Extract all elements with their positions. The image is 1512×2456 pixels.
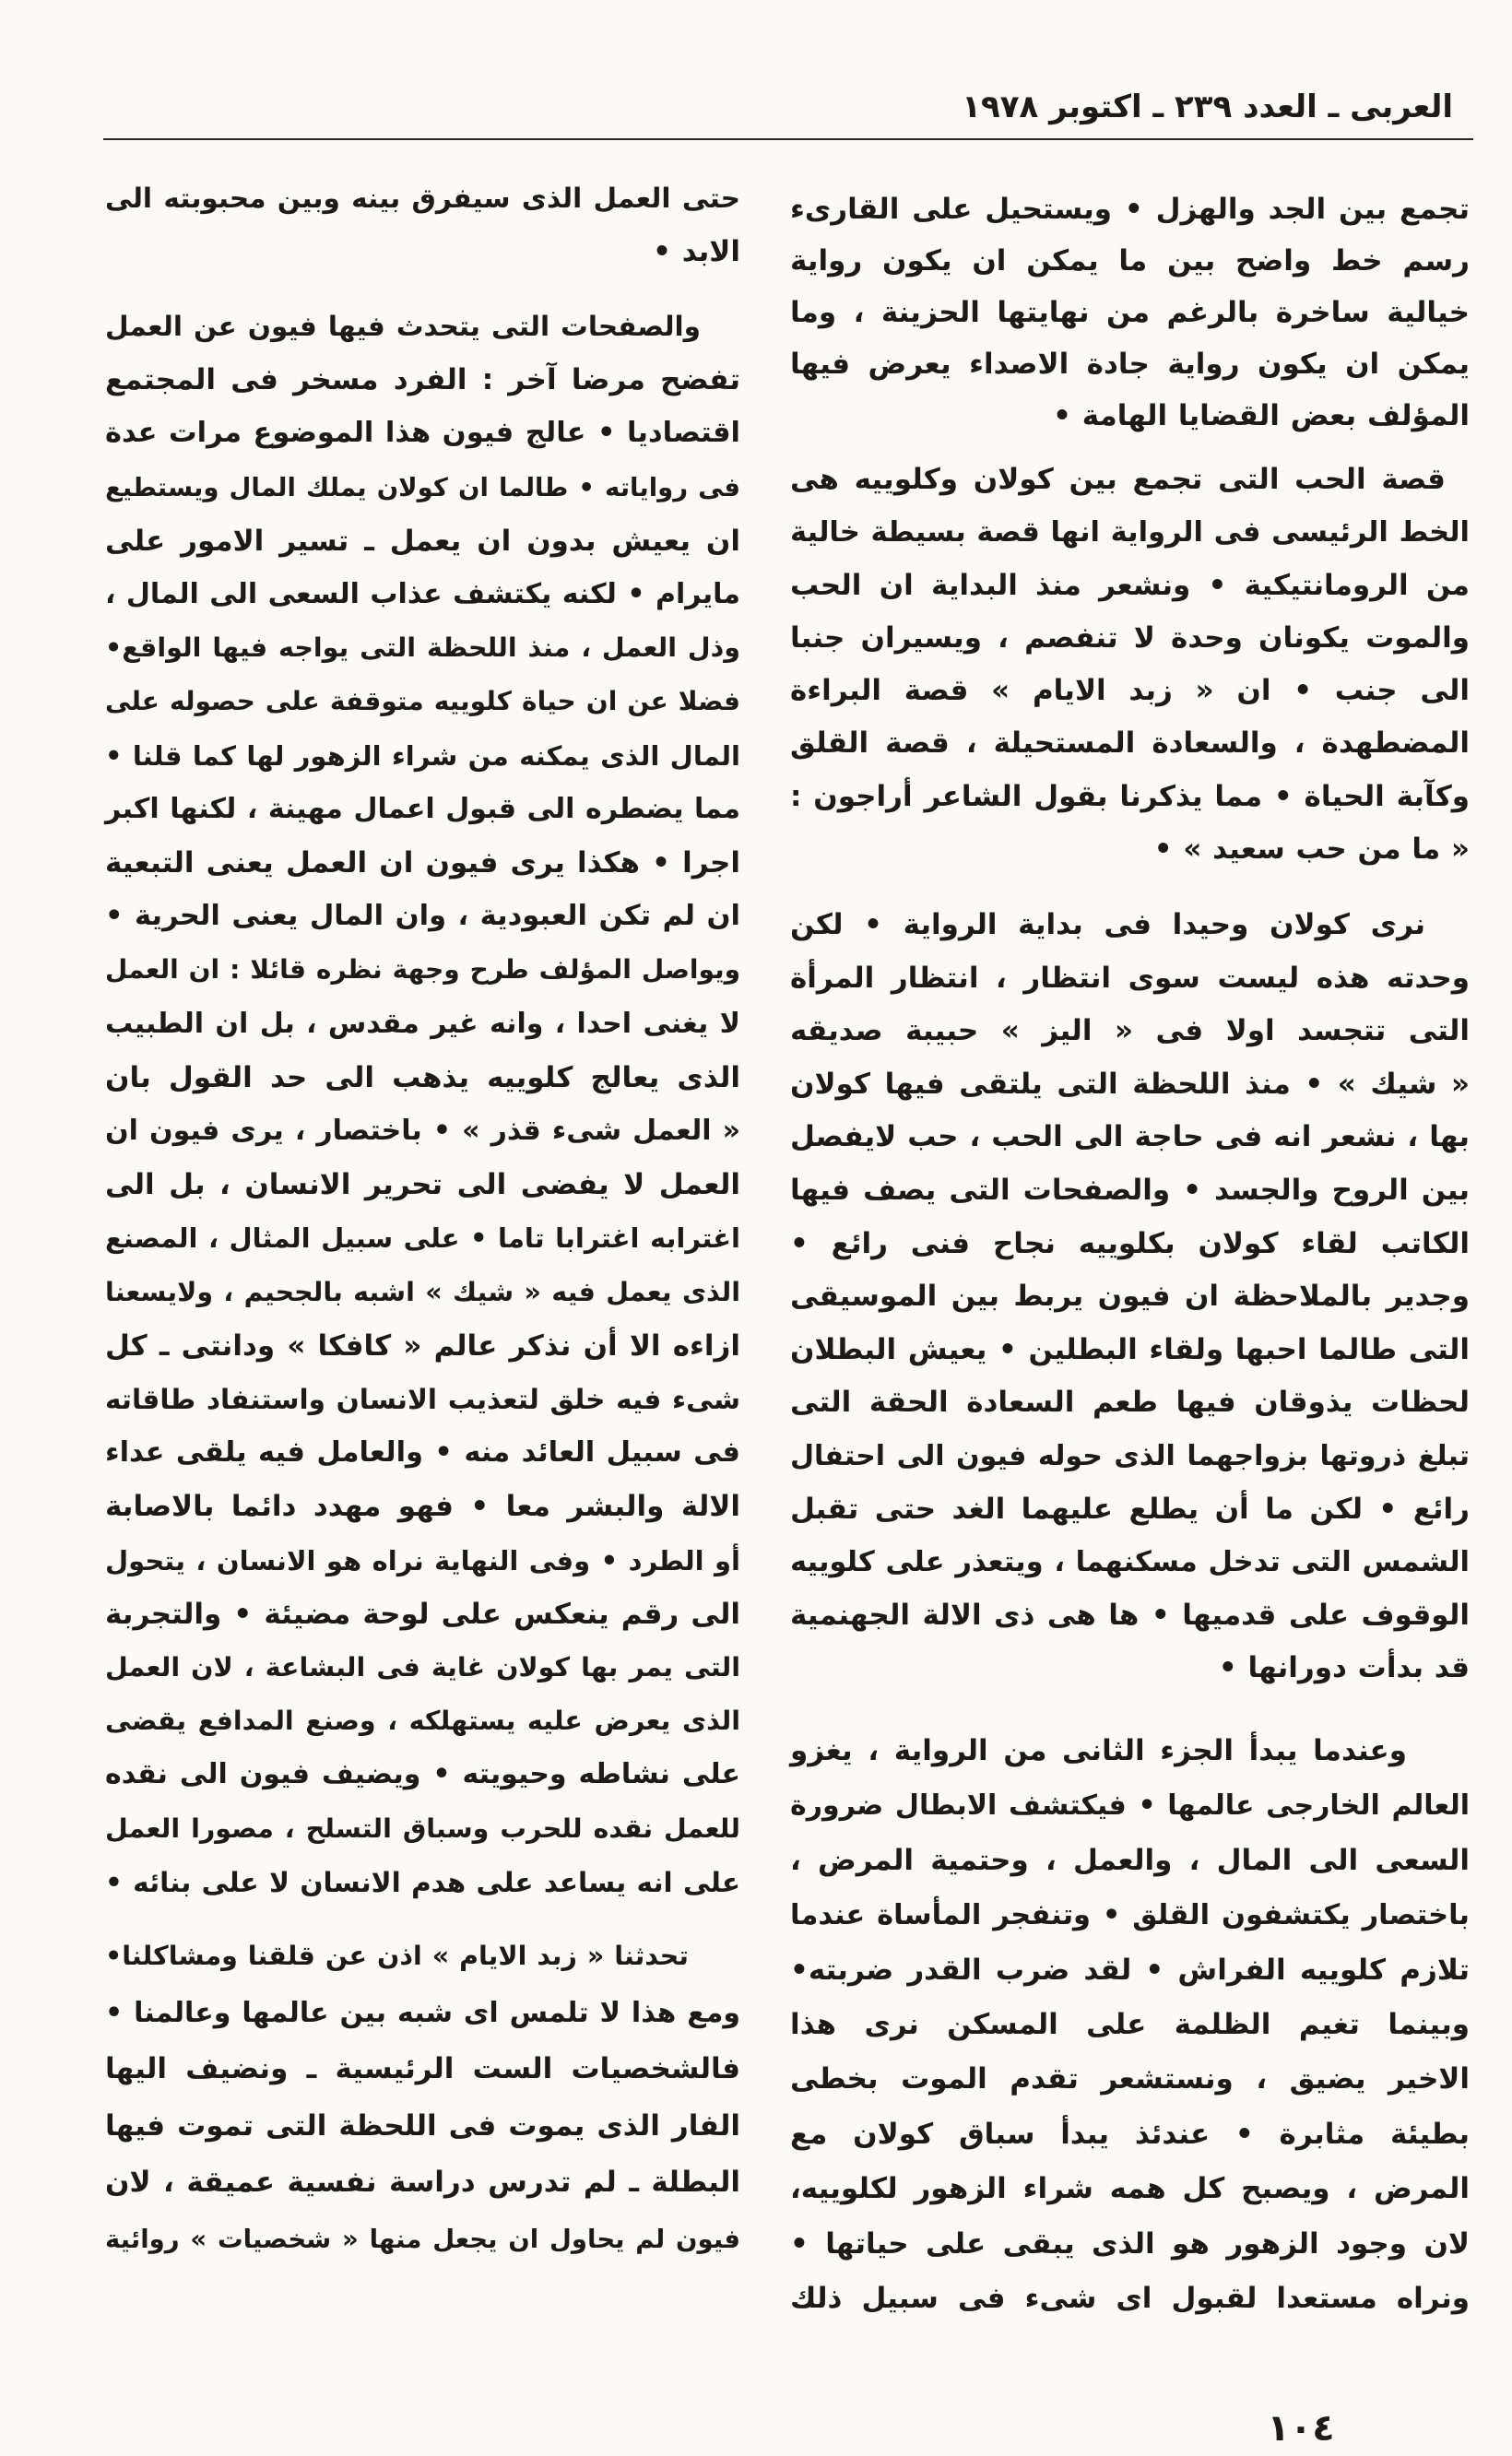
article-line: العالم الخارجى عالمها • فيكتشف الابطال ضرورة [790,1789,1470,1823]
article-line: تجمع بين الجد والهزل • ويستحيل على القارىء [790,193,1470,226]
article-line: والصفحات التى يتحدث فيها فيون عن العمل [105,311,701,342]
article-line: الكاتب لقاء كولان بكلوييه نجاح فنى رائع • [790,1226,1470,1260]
article-line: لا يغنى احدا ، وانه غير مقدس ، بل ان الطبيب [105,1007,740,1040]
article-line: بطيئة مثابرة • عندئذ يبدأ سباق كولان مع [790,2117,1470,2151]
article-line: خيالية ساخرة بالرغم من نهايتها الحزينة ، وما [790,296,1470,329]
article-line: فى سبيل العائد منه • والعامل فيه يلقى عداء [105,1436,740,1470]
article-line: الوقوف على قدميها • ها هى ذى الالة الجهنمية [790,1598,1470,1632]
right-column [790,0,1470,2456]
article-line: الذى يعالج كلوييه يذهب الى حد القول بان [105,1060,740,1094]
article-paragraph [105,300,740,1909]
article-line: تحدثنا « زبد الايام » اذن عن قلقنا ومشاكلنا• [105,1941,689,1971]
article-line: الشمس التى تدخل مسكنهما ، ويتعذر على كلوييه [790,1546,1470,1579]
article-line: نرى كولان وحيدا فى بداية الرواية • لكن [790,908,1425,941]
article-line: ويواصل المؤلف طرح وجهة نظره قائلا : ان العمل [105,954,740,986]
article-line: رائع • لكن ما أن يطلع عليهما الغد حتى تقبل [790,1492,1470,1526]
article-line: وكآبة الحياة • مما يذكرنا بقول الشاعر أراجون : [790,779,1470,813]
article-line: ازاءه الا أن نذكر عالم « كافكا » ودانتى ـ كل [105,1328,740,1363]
article-paragraph [790,899,1470,1695]
article-line: حتى العمل الذى سيفرق بينه وبين محبوبته الى [105,183,740,214]
article-line: أو الطرد • وفى النهاية نراه هو الانسان ، يتحول [105,1544,740,1576]
article-line: ان يعيش بدون ان يعمل ـ تسير الامور على [105,524,740,558]
article-line: اجرا • هكذا يرى فيون ان العمل يعنى التبعية [105,846,740,880]
article-line: رسم خط واضح بين ما يمكن ان يكون رواية [790,244,1470,277]
article-line: من الرومانتيكية • ونشعر منذ البداية ان الحب [790,568,1470,602]
article-line: الى جنب • ان « زبد الايام » قصة البراءة [790,674,1470,708]
article-line: المضطهدة ، والسعادة المستحيلة ، قصة القلق [790,726,1470,761]
article-line: الفار الذى يموت فى اللحظة التى تموت فيها [105,2108,740,2143]
article-line: والموت يكونان وحدة لا تنفصم ، ويسيران جنبا [790,620,1470,655]
article-line: وجدير بالملاحظة ان فيون يربط بين الموسيقى [790,1280,1470,1314]
article-line: مايرام • لكنه يكتشف عذاب السعى الى المال ، [105,578,740,611]
article-line: الذى يعرض عليه يستهلكه ، وصنع المدافع يقضى [105,1706,740,1737]
article-line: « العمل شىء قذر » • باختصار ، يرى فيون ان [105,1115,740,1148]
article-line: باختصار يكتشفون القلق • وتنفجر المأساة عندما [790,1899,1470,1932]
article-line: تلازم كلوييه الفراش • لقد ضرب القدر ضربته• [790,1953,1470,1987]
article-line: وذل العمل ، منذ اللحظة التى يواجه فيها الواقع• [105,632,740,664]
article-line: فالشخصيات الست الرئيسية ـ ونضيف اليها [105,2052,740,2085]
article-line: الالة والبشر معا • فهو مهدد دائما بالاصابة [105,1490,740,1524]
article-line: مما يضطره الى قبول اعمال مهينة ، لكنها اكبر [105,792,740,825]
article-line: يمكن ان يكون رواية جادة الاصداء يعرض فيها [790,348,1470,381]
article-line: فى رواياته • طالما ان كولان يملك المال ويستطيع [105,472,740,502]
page-number: ١٠٤ [1267,2407,1335,2450]
article-line: لحظات يذوقان فيها طعم السعادة الحقة التى [790,1386,1470,1420]
article-line: وبينما تغيم الظلمة على المسكن نرى هذا [790,2008,1470,2042]
article-line: التى يمر بها كولان غاية فى البشاعة ، لان العمل [105,1652,740,1683]
left-column [105,0,740,2456]
article-line: الذى يعمل فيه « شيك » اشبه بالجحيم ، ولايسعنا [105,1276,740,1307]
article-line: بها ، نشعر انه فى حاجة الى الحب ، حب لايفصل [790,1120,1470,1154]
article-line: تفضح مرضا آخر : الفرد مسخر فى المجتمع [105,363,740,397]
article-line: شىء فيه خلق لتعذيب الانسان واستنفاد طاقاته [105,1384,740,1416]
article-line: المرض ، ويصبح كل همه شراء الزهور لكلوييه، [790,2172,1470,2206]
article-line: اغترابه اغترابا تاما • على سبيل المثال ، المصنع [105,1222,740,1255]
article-line: على انه يساعد على هدم الانسان لا على بنائه • [105,1866,740,1898]
article-line: قصة الحب التى تجمع بين كولان وكلوييه هى [790,463,1446,496]
article-line: فيون لم يحاول ان يجعل منها « شخصيات » روائية [105,2224,740,2254]
article-line: الاخير يضيق ، ونستشعر تقدم الموت بخطى [790,2062,1470,2096]
article-line: العمل لا يفضى الى تحرير الانسان ، بل الى [105,1168,740,1202]
article-line: التى طالما احبها ولقاء البطلين • يعيش البطلان [790,1332,1470,1366]
article-paragraph [790,183,1470,442]
article-paragraph [790,1724,1470,2326]
article-line: الى رقم ينعكس على لوحة مضيئة • والتجربة [105,1597,740,1631]
article-line: تبلغ ذروتها بزواجهما الذى حوله فيون الى احتفال [790,1439,1470,1472]
article-paragraph [790,454,1470,876]
article-line: المؤلف بعض القضايا الهامة • [1053,399,1470,432]
article-line: اقتصاديا • عالج فيون هذا الموضوع مرات عدة [105,417,740,450]
article-line: لان وجود الزهور هو الذى يبقى على حياتها • [790,2226,1470,2261]
article-line: ان لم تكن العبودية ، وان المال يعنى الحرية • [105,900,740,933]
article-line: البطلة ـ لم تدرس دراسة نفسية عميقة ، لان [105,2166,740,2199]
article-line: ومع هذا لا تلمس اى شبه بين عالمها وعالمنا • [105,1996,740,2029]
article-line: للعمل نقده للحرب وسباق التسلح ، مصورا العمل [105,1812,740,1844]
article-line: وعندما يبدأ الجزء الثانى من الرواية ، يغزو [790,1734,1407,1767]
article-line: « شيك » • منذ اللحظة التى يلتقى فيها كولان [790,1067,1470,1101]
article-line: السعى الى المال ، والعمل ، وحتمية المرض ، [790,1843,1470,1877]
article-line: ونراه مستعدا لقبول اى شىء فى سبيل ذلك [790,2282,1470,2316]
article-line: بين الروح والجسد • والصفحات التى يصف فيها [790,1173,1470,1207]
article-line: التى تتجسد اولا فى « اليز » حبيبة صديقه [790,1014,1470,1048]
article-line: الخط الرئيسى فى الرواية انها قصة بسيطة خالية [790,516,1470,549]
article-line: قد بدأت دورانها • [1218,1651,1470,1685]
article-line: على نشاطه وحيويته • ويضيف فيون الى نقده [105,1758,740,1791]
article-line: فضلا عن ان حياة كلوييه متوقفة على حصوله على [105,686,740,717]
article-line: الابد • [653,235,740,268]
article-line: « ما من حب سعيد » • [1153,832,1470,867]
article-paragraph [105,1928,740,2268]
article-line: وحدته هذه ليست سوى انتظار ، انتظار المرأة [790,961,1470,995]
article-paragraph [105,171,740,278]
article-line: المال الذى يمكنه من شراء الزهور لها كما قلنا • [105,739,740,772]
running-header: العربى ـ العدد ٢٣٩ ـ اكتوبر ١٩٧٨ [962,89,1453,125]
